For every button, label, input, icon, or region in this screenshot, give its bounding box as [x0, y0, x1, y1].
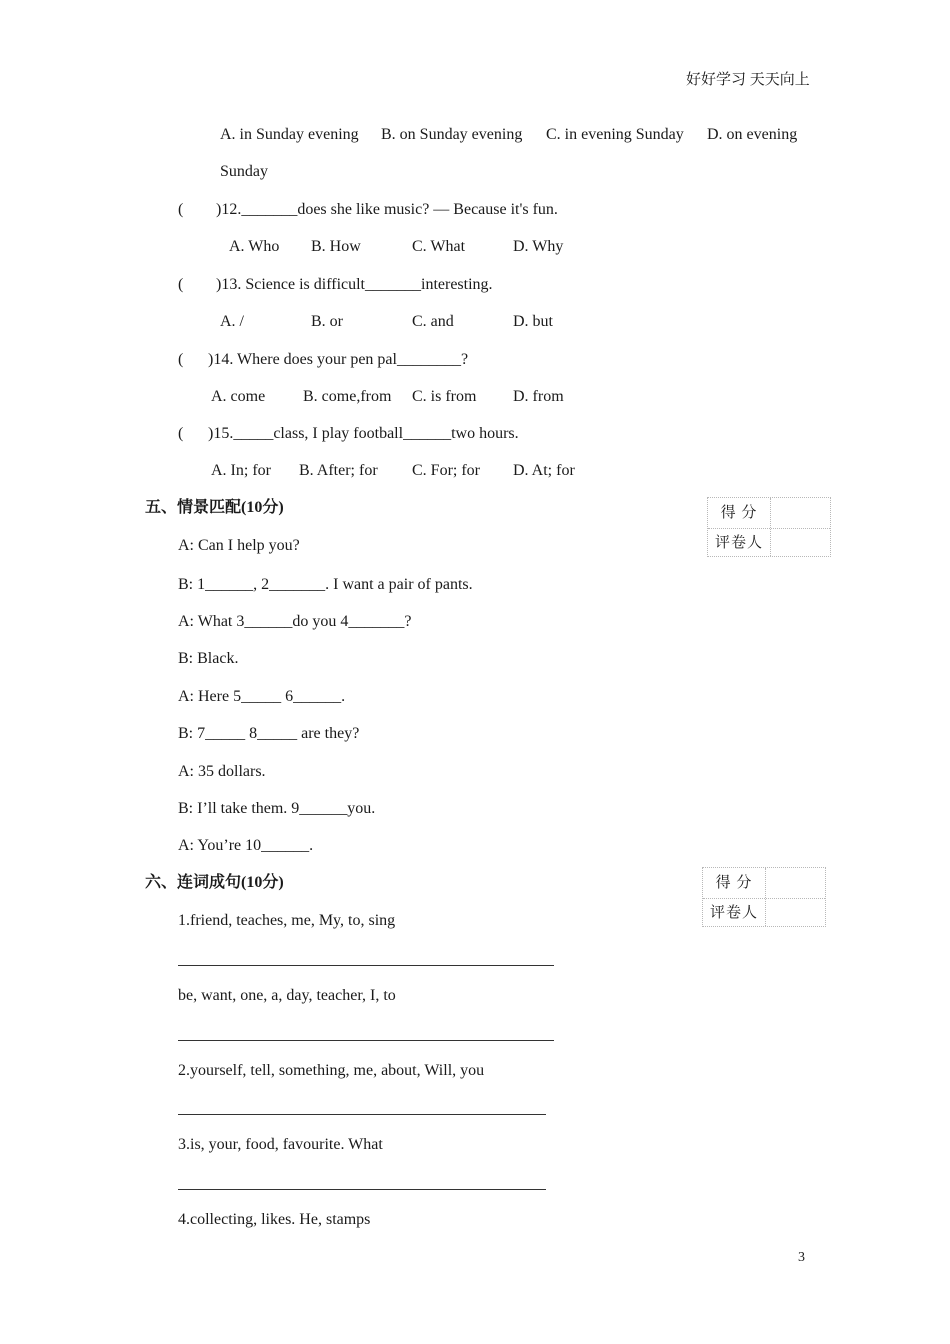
word-list: 4.collecting, likes. He, stamps [178, 1211, 371, 1228]
q14-option-d: D. from [513, 388, 564, 405]
answer-line [178, 965, 554, 966]
q14-option-a: A. come [211, 388, 266, 405]
dialogue-line: A: 35 dollars. [178, 763, 266, 780]
q13-text: )13. Science is difficult_______interesting. [216, 276, 493, 293]
q11-option-b: B. on Sunday evening [381, 126, 523, 143]
q13-option-a: A. / [220, 313, 244, 330]
q13-option-c: C. and [412, 313, 454, 330]
section6-score-box [702, 867, 826, 927]
q11-option-c: C. in evening Sunday [546, 126, 684, 143]
dialogue-line: A: Can I help you? [178, 537, 300, 554]
word-list: 3.is, your, food, favourite. What [178, 1136, 383, 1153]
q14-text: )14. Where does your pen pal________? [208, 351, 469, 368]
q15-text: )15._____class, I play football______two hours. [208, 425, 519, 442]
q11-option-a: A. in Sunday evening [220, 126, 359, 143]
header-motto: 好好学习 天天向上 [686, 72, 810, 88]
q13-option-d: D. but [513, 313, 553, 330]
section5-title: 五、情景匹配(10分) [145, 499, 284, 516]
word-list: 2.yourself, tell, something, me, about, Will, you [178, 1062, 485, 1079]
section5-score-box [707, 497, 831, 557]
q15-option-d: D. At; for [513, 462, 575, 479]
q15-option-c: C. For; for [412, 462, 480, 479]
q13-paren: ( [178, 276, 184, 293]
dialogue-line: A: What 3______do you 4_______? [178, 613, 412, 630]
q11-option-d: D. on evening [707, 126, 798, 143]
dialogue-line: A: Here 5_____ 6______. [178, 688, 346, 705]
dialogue-line: B: 1______, 2_______. I want a pair of pants. [178, 576, 473, 593]
word-list: be, want, one, a, day, teacher, I, to [178, 987, 396, 1004]
q14-option-b: B. come,from [303, 388, 392, 405]
q12-option-c: C. What [412, 238, 466, 255]
dialogue-line: A: You’re 10______. [178, 837, 314, 854]
section6-title: 六、连词成句(10分) [145, 874, 284, 891]
score-label: 得 分 [720, 505, 758, 521]
q12-text: )12._______does she like music? — Because it's fun. [216, 201, 558, 218]
q12-paren: ( [178, 201, 184, 218]
q11-option-d-cont: Sunday [220, 163, 268, 180]
answer-line [178, 1040, 554, 1041]
page-number: 3 [798, 1250, 805, 1265]
grader-label: 评卷人 [709, 905, 758, 921]
dialogue-line: B: Black. [178, 650, 239, 667]
grader-label: 评卷人 [714, 535, 763, 551]
q12-option-d: D. Why [513, 238, 564, 255]
q15-option-b: B. After; for [299, 462, 378, 479]
q14-option-c: C. is from [412, 388, 477, 405]
dialogue-line: B: 7_____ 8_____ are they? [178, 725, 360, 742]
q15-option-a: A. In; for [211, 462, 271, 479]
word-list: 1.friend, teaches, me, My, to, sing [178, 912, 396, 929]
q12-option-b: B. How [311, 238, 361, 255]
q14-paren: ( [178, 351, 184, 368]
answer-line [178, 1114, 546, 1115]
dialogue-line: B: I’ll take them. 9______you. [178, 800, 376, 817]
q13-option-b: B. or [311, 313, 343, 330]
answer-line [178, 1189, 546, 1190]
q12-option-a: A. Who [229, 238, 280, 255]
score-label: 得 分 [715, 875, 753, 891]
q15-paren: ( [178, 425, 184, 442]
